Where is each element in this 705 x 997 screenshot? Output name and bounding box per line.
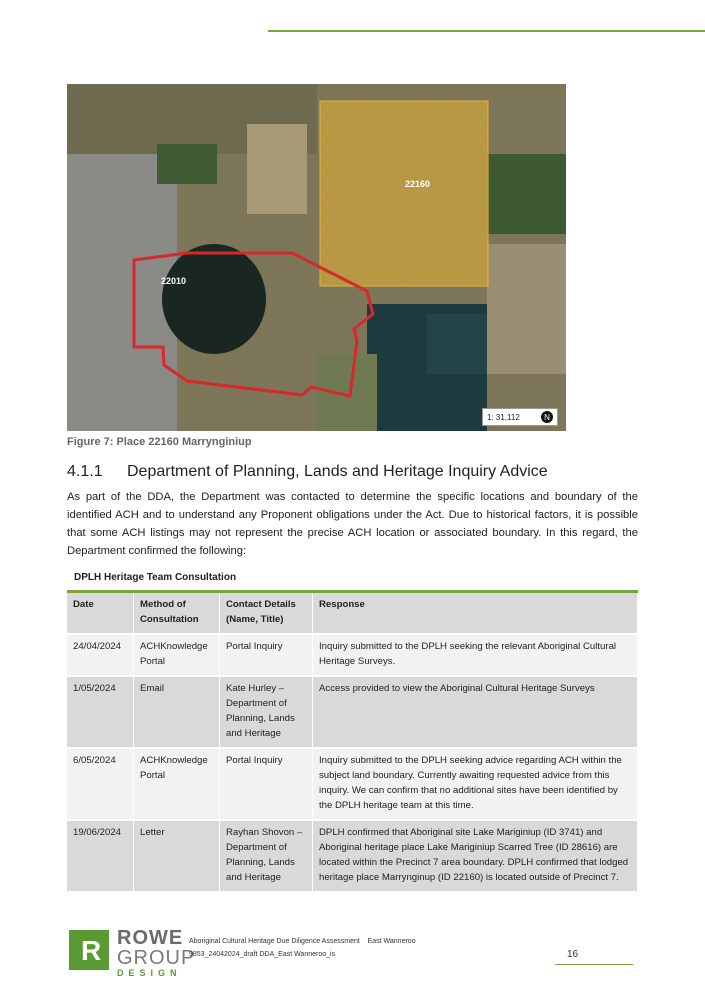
cell-contact: Portal Inquiry	[220, 748, 313, 820]
cell-date: 19/06/2024	[67, 820, 134, 892]
cell-method: ACHKnowledge Portal	[134, 748, 220, 820]
map-image	[67, 84, 566, 431]
header-response: Response	[313, 593, 638, 634]
cell-response: Inquiry submitted to the DPLH seeking the relevant Aboriginal Cultural Heritage Surveys.	[313, 634, 638, 676]
header-method: Method of Consultation	[134, 593, 220, 634]
cell-contact: Kate Hurley – Department of Planning, Lands and Heritage	[220, 676, 313, 748]
header-date: Date	[67, 593, 134, 634]
brand-wordmark	[117, 928, 195, 978]
scale-label: 1: 31,112	[487, 412, 520, 422]
footer-location: East Wanneroo	[367, 938, 416, 945]
footer-doc-title: Aboriginal Cultural Heritage Due Diligence Assessment	[189, 938, 360, 945]
heritage-place-area-yellow	[320, 101, 488, 286]
company-logo	[69, 930, 109, 970]
section-title: Department of Planning, Lands and Heritage Inquiry Advice	[127, 463, 548, 480]
cell-contact: Rayhan Shovon – Department of Planning, Lands and Heritage	[220, 820, 313, 892]
cell-contact: Portal Inquiry	[220, 634, 313, 676]
table-row	[67, 820, 638, 892]
cell-date: 24/04/2024	[67, 634, 134, 676]
body-paragraph: As part of the DDA, the Department was contacted to determine the specific locations and boundary of the identified ACH and to understand any Proponent obligations under the Act. Due to historical factors, it is possible that some ACH listings may not represent the precise ACH location or associated boundary. In this regard, the Department confirmed the following:	[67, 491, 638, 557]
table-row	[67, 676, 638, 748]
table-row	[67, 748, 638, 820]
brand-line-3: DESIGN	[117, 968, 182, 978]
table-title: DPLH Heritage Team Consultation	[74, 572, 237, 583]
header-contact: Contact Details (Name, Title)	[220, 593, 313, 634]
section-number: 4.1.1	[67, 463, 103, 480]
cell-method: Letter	[134, 820, 220, 892]
logo-letter: R	[81, 935, 102, 966]
brand-line-2: GROUP	[117, 947, 196, 969]
section-heading	[67, 463, 548, 481]
brand-line-1: ROWE	[117, 927, 184, 949]
consultation-table	[67, 593, 638, 893]
page-number: 16	[567, 949, 579, 960]
scale-box	[482, 408, 558, 426]
table-header-row	[67, 593, 638, 634]
aerial-map	[67, 84, 566, 431]
cell-method: Email	[134, 676, 220, 748]
yellow-area-label: 22160	[405, 179, 431, 189]
north-arrow-icon: N	[541, 411, 553, 423]
cell-date: 1/05/2024	[67, 676, 134, 748]
page-number-rule	[555, 964, 633, 965]
figure-caption: Figure 7: Place 22160 Marrynginiup	[67, 436, 252, 448]
cell-method: ACHKnowledge Portal	[134, 634, 220, 676]
red-area-label: 22010	[161, 276, 187, 286]
footer-doc-info	[189, 938, 416, 945]
cell-date: 6/05/2024	[67, 748, 134, 820]
cell-response: Inquiry submitted to the DPLH seeking advice regarding ACH within the subject land boundary. Currently awaiting requested advice from this inquiry. We can confirm that no additional sites have been identified by the DPLH heritage team at this time.	[313, 748, 638, 820]
cell-response: Access provided to view the Aboriginal Cultural Heritage Surveys	[313, 676, 638, 748]
table-row	[67, 634, 638, 676]
cell-response: DPLH confirmed that Aboriginal site Lake Mariginiup (ID 3741) and Aboriginal heritage place Lake Mariginiup Scarred Tree (ID 28616) are located within the Precinct 7 area boundary. DPLH confirmed that lodged heritage place Marrynginup (ID 22160) is located outside of Precinct 7.	[313, 820, 638, 892]
header-rule	[268, 30, 705, 32]
footer-file-ref: 9853_24042024_draft DDA_East Wanneroo_is	[189, 951, 336, 958]
